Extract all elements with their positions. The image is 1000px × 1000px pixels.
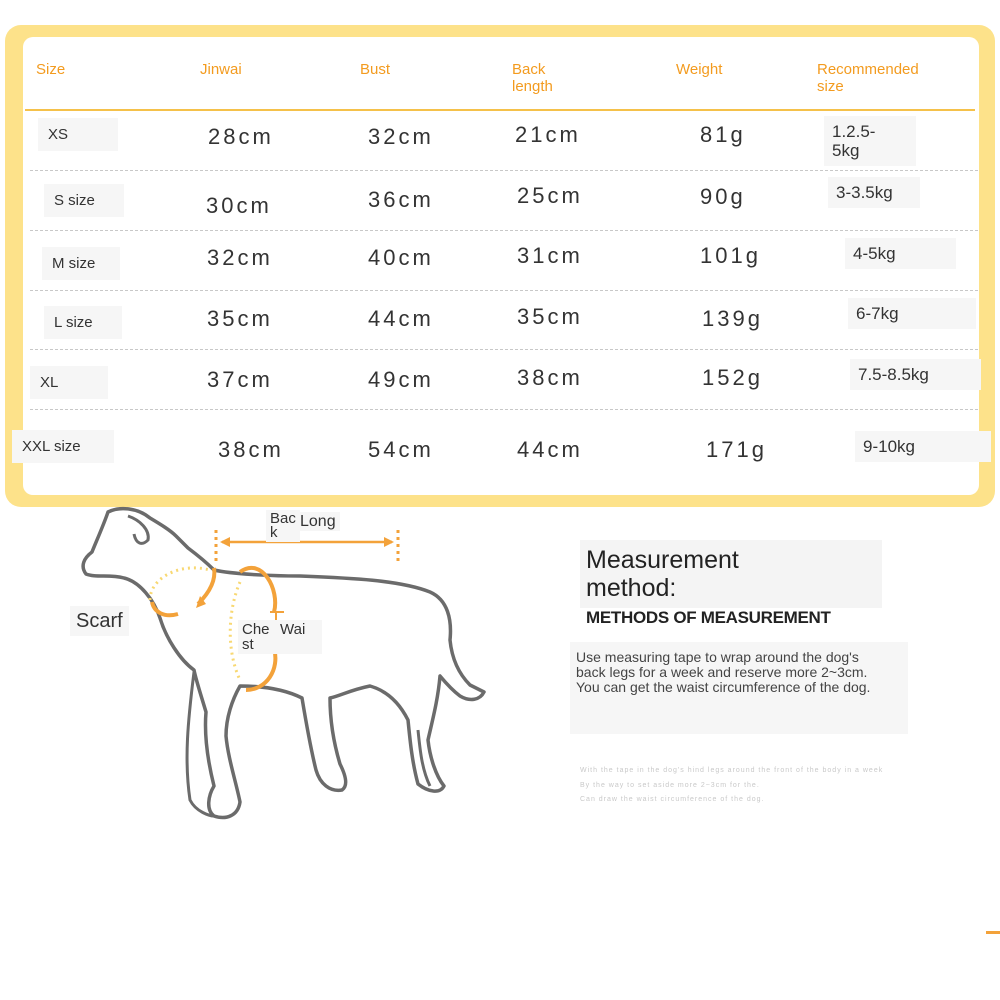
header-bust: Bust (360, 61, 391, 78)
recommended-size-cell: 3-3.5kg (828, 177, 920, 208)
weight-cell: 171g (706, 437, 767, 462)
header-jinwai: Jinwai (200, 61, 242, 78)
header-size: Size (36, 61, 66, 78)
header-weight: Weight (676, 61, 723, 78)
scarf-label: Scarf (70, 606, 129, 636)
size-cell: XS (38, 118, 118, 151)
back-arrow-head-right (384, 537, 394, 547)
bust-cell: 44cm (368, 306, 434, 331)
measurement-faint-line: With the tape in the dog's hind legs around the front of the body in a week (580, 767, 884, 774)
back-length-cell: 31cm (517, 243, 583, 268)
waist-arrow-arc (246, 648, 275, 690)
jinwai-cell: 35cm (207, 306, 273, 331)
row-divider (30, 409, 978, 410)
recommended-size-cell: 6-7kg (848, 298, 976, 329)
back-length-cell: 21cm (515, 122, 581, 147)
jinwai-cell: 38cm (218, 437, 284, 462)
row-divider (30, 170, 978, 171)
back-length-cell: 35cm (517, 304, 583, 329)
weight-cell: 90g (700, 184, 746, 209)
weight-cell: 81g (700, 122, 746, 147)
chest-label: Che st (238, 620, 276, 654)
back-label: Bac k (266, 510, 300, 542)
measurement-faint-line: By the way to set aside more 2~3cm for the. (580, 782, 760, 789)
weight-cell: 101g (700, 243, 761, 268)
recommended-size-cell: 4-5kg (845, 238, 956, 269)
dog-outline-illustration (0, 500, 520, 830)
jinwai-cell: 32cm (207, 245, 273, 270)
recommended-size-cell: 7.5-8.5kg (850, 359, 981, 390)
jinwai-cell: 37cm (207, 367, 273, 392)
measurement-subtitle: METHODS OF MEASUREMENT (586, 608, 831, 627)
bust-cell: 36cm (368, 187, 434, 212)
size-cell: XXL size (12, 430, 114, 463)
measurement-faint-line: Can draw the waist circumference of the dog. (580, 796, 765, 803)
long-label: Long (296, 512, 340, 531)
header-recommended-size: Recommended size (817, 61, 919, 95)
row-divider (30, 349, 978, 350)
recommended-size-cell: 9-10kg (855, 431, 991, 462)
scarf-dotted-arc (150, 568, 210, 600)
measurement-description: Use measuring tape to wrap around the dog's back legs for a week and reserve more 2~3cm. You can get the waist circumference of the dog. (570, 642, 908, 734)
recommended-size-cell: 1.2.5- 5kg (824, 116, 916, 166)
weight-cell: 139g (702, 306, 763, 331)
corner-mark (986, 931, 1000, 934)
size-cell: XL (30, 366, 108, 399)
size-cell: S size (44, 184, 124, 217)
size-cell: L size (44, 306, 122, 339)
bust-cell: 40cm (368, 245, 434, 270)
header-divider (25, 109, 975, 111)
row-divider (30, 230, 978, 231)
bust-cell: 32cm (368, 124, 434, 149)
dog-ear (128, 516, 148, 543)
jinwai-cell: 28cm (208, 124, 274, 149)
size-cell: M size (42, 247, 120, 280)
back-arrow-head-left (220, 537, 230, 547)
row-divider (30, 290, 978, 291)
waist-label: Wai (276, 620, 322, 654)
bust-cell: 49cm (368, 367, 434, 392)
weight-cell: 152g (702, 365, 763, 390)
size-chart-panel (23, 37, 979, 495)
back-length-cell: 25cm (517, 183, 583, 208)
back-length-cell: 38cm (517, 365, 583, 390)
scarf-arrow-lower (152, 602, 178, 615)
header-back-length: Back length (512, 61, 553, 95)
measurement-title: Measurement method: (580, 540, 882, 608)
jinwai-cell: 30cm (206, 193, 272, 218)
back-length-cell: 44cm (517, 437, 583, 462)
bust-cell: 54cm (368, 437, 434, 462)
